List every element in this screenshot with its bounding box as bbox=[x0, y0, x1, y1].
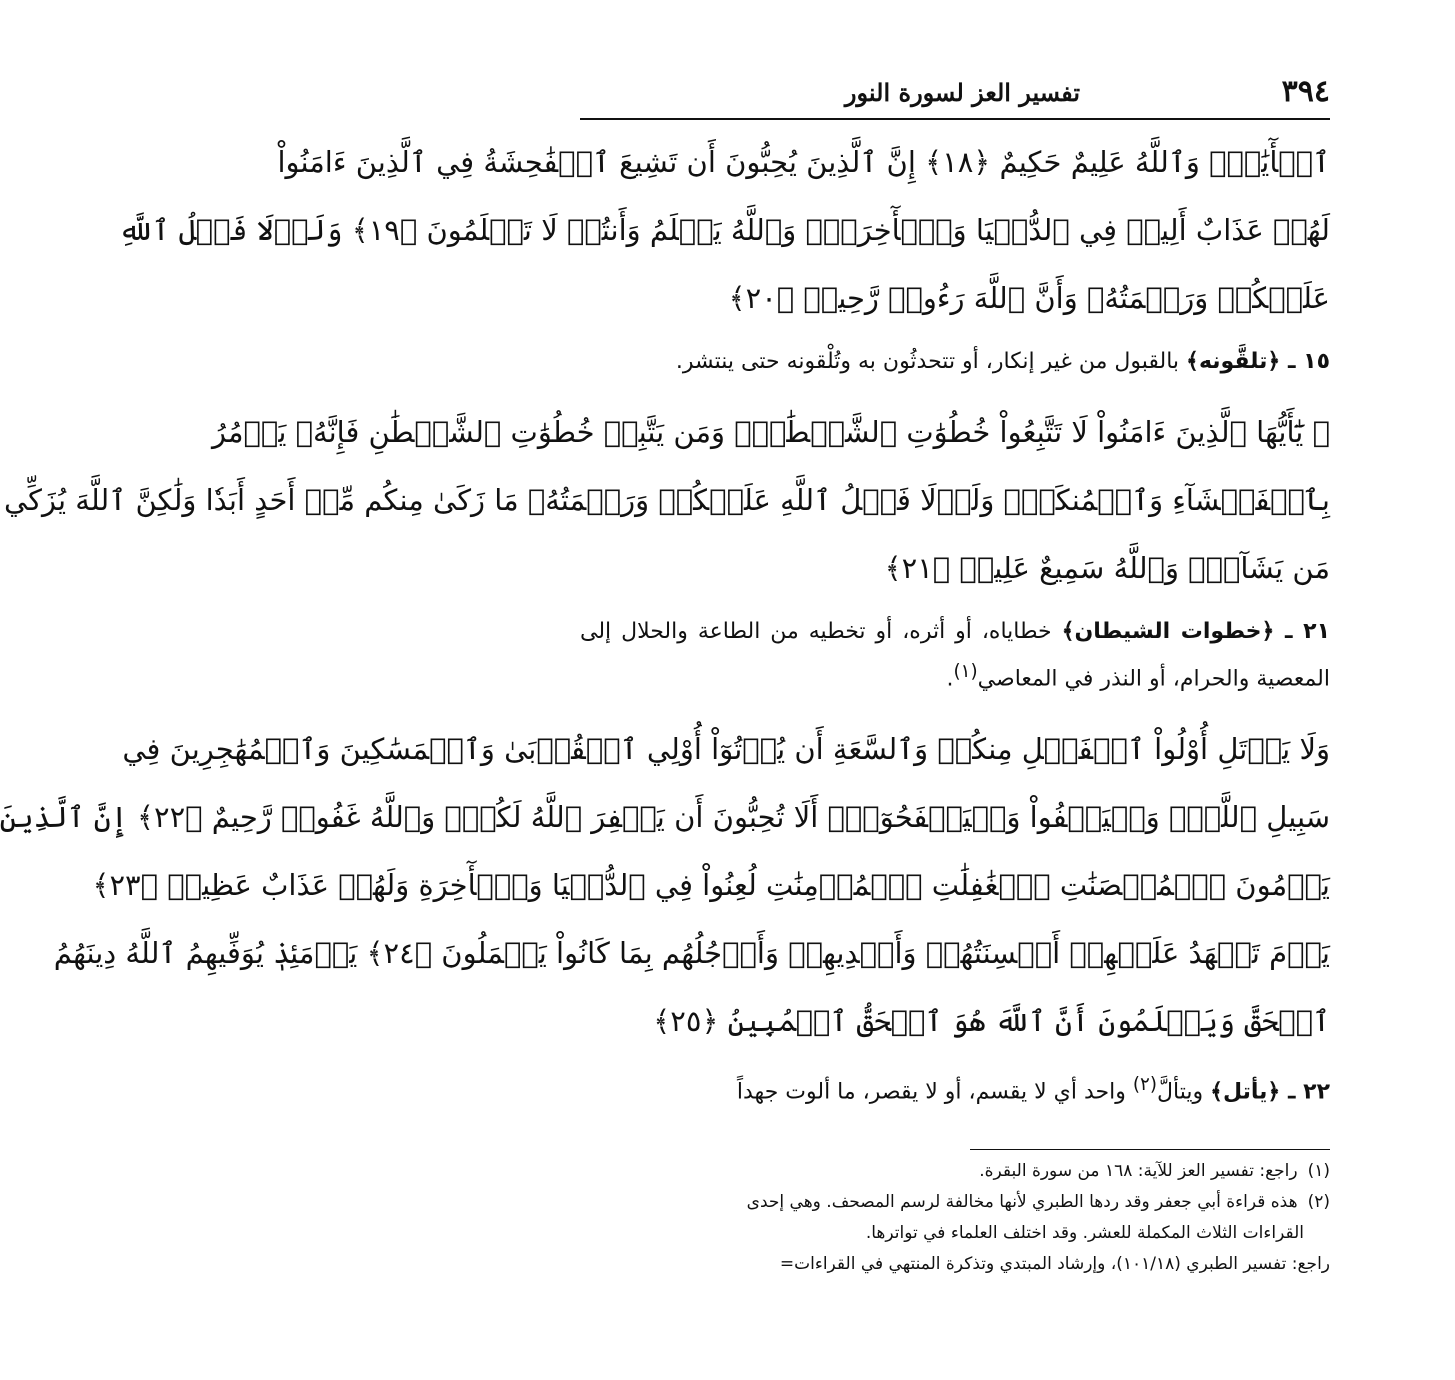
verse-line: مَن يَشَآءُۗ وَٱللَّهُ سَمِيعٌ عَلِيمٞ ﴿٢١﴾ bbox=[884, 551, 1330, 585]
verse-line: يَوۡمَ تَشۡهَدُ عَلَيۡهِمۡ أَلۡسِنَتُهُمۡ وَأَيۡدِيهِمۡ وَأَرۡجُلُهُم بِمَا كَانُواْ يَعۡمَلُونَ ﴿٢٤﴾ يَوۡمَئِذٖ يُوَفِّيهِمُ ٱللَّهُ دِينَهُمُ bbox=[53, 936, 1330, 971]
commentary-end: . bbox=[946, 666, 954, 692]
verse-line: عَلَيۡكُمۡ وَرَحۡمَتُهُۥ وَأَنَّ ٱللَّهَ رَءُوفٞ رَّحِيمٞ ﴿٢٠﴾ bbox=[728, 281, 1330, 315]
commentary-lead: ٢٢ ـ ﴿يأتل﴾ bbox=[1210, 1079, 1330, 1105]
quran-verse-21 bbox=[4, 398, 1330, 602]
footnotes bbox=[580, 1156, 1330, 1280]
commentary-text: واحد أي لا يقسم، أو لا يقصر، ما ألوت جهداً bbox=[736, 1079, 1126, 1105]
commentary-15 bbox=[580, 342, 1330, 382]
footnote-number: (٢) bbox=[1307, 1191, 1330, 1212]
footnote-ref[interactable]: (٢) bbox=[1132, 1074, 1158, 1096]
running-title: تفسير العز لسورة النور bbox=[844, 78, 1080, 107]
commentary-lead: ١٥ ـ ﴿تلقَّونه﴾ bbox=[1186, 349, 1330, 374]
commentary-lead: ٢١ ـ ﴿خطوات الشيطان﴾ bbox=[1061, 619, 1330, 644]
verse-line: ٱلۡحَقَّ وَيَعۡلَمُونَ أَنَّ ٱللَّهَ هُوَ ٱلۡحَقُّ ٱلۡمُبِينُ ﴿٢٥﴾ bbox=[653, 1004, 1330, 1039]
verse-line: وَلَا يَأۡتَلِ أُوْلُواْ ٱلۡفَضۡلِ مِنكُمۡ وَٱلسَّعَةِ أَن يُؤۡتُوٓاْ أُوْلِي ٱلۡقُرۡبَىٰ وَٱلۡمَسَٰكِينَ وَٱلۡمُهَٰجِرِينَ فِي bbox=[122, 732, 1330, 767]
footnote-2-cont: القراءات الثلاث المكملة للعشر. وقد اختلف العلماء في تواترها. bbox=[865, 1222, 1304, 1243]
footnote-ref[interactable]: (١) bbox=[953, 661, 978, 682]
footnotes-divider bbox=[970, 1149, 1330, 1150]
footnote-continuation: راجع: تفسير الطبري (١٠١/١٨)، وإرشاد المبتدي وتذكرة المنتهي في القراءات= bbox=[779, 1253, 1330, 1274]
verse-line: ۞ يَٰٓأَيُّهَا ٱلَّذِينَ ءَامَنُواْ لَا تَتَّبِعُواْ خُطُوَٰتِ ٱلشَّيۡطَٰنِۚ وَمَن يَتَّبِعۡ خُطُوَٰتِ ٱلشَّيۡطَٰنِ فَإِنَّهُۥ يَأۡمُرُ bbox=[211, 415, 1330, 449]
quran-verses-22-25 bbox=[0, 715, 1330, 1055]
book-page bbox=[0, 70, 1330, 1310]
verse-line: سَبِيلِ ٱللَّهِۖ وَلۡيَعۡفُواْ وَلۡيَصۡفَحُوٓاْۗ أَلَا تُحِبُّونَ أَن يَغۡفِرَ ٱللَّهُ لَكُمۡۚ وَٱللَّهُ غَفُورٞ رَّحِيمٌ ﴿٢٢﴾ إِنَّ ٱلَّذِينَ bbox=[0, 800, 1330, 835]
verse-line: ٱلۡأٓيَٰتِۚ وَٱللَّهُ عَلِيمٌ حَكِيمٌ ﴿١٨﴾ إِنَّ ٱلَّذِينَ يُحِبُّونَ أَن تَشِيعَ ٱلۡفَٰحِشَةُ فِي ٱلَّذِينَ ءَامَنُواْ bbox=[277, 145, 1330, 179]
page-number: ٣٩٤ bbox=[1281, 74, 1330, 109]
footnote-2 bbox=[580, 1187, 1330, 1218]
footnote-1 bbox=[580, 1156, 1330, 1187]
verse-line: يَرۡمُونَ ٱلۡمُحۡصَنَٰتِ ٱلۡغَٰفِلَٰتِ ٱلۡمُؤۡمِنَٰتِ لُعِنُواْ فِي ٱلدُّنۡيَا وَٱلۡأٓخِرَةِ وَلَهُمۡ عَذَابٌ عَظِيمٞ ﴿٢٣﴾ bbox=[92, 868, 1330, 903]
commentary-22 bbox=[580, 1065, 1330, 1112]
commentary-text: بالقبول من غير إنكار، أو تتحدثُون به وتُلْقونه حتى ينتشر. bbox=[675, 349, 1180, 374]
commentary-text: ويتألَّ bbox=[1157, 1079, 1204, 1105]
commentary-text: خطاياه، أو أثره، أو تخطيه من الطاعة والحلال إلى المعصية والحرام، أو النذر في المعاصي bbox=[580, 619, 1330, 692]
footnote-text: راجع: تفسير العز للآية: ١٦٨ من سورة البقرة. bbox=[979, 1160, 1298, 1181]
verse-line: لَهُمۡ عَذَابٌ أَلِيمٞ فِي ٱلدُّنۡيَا وَٱلۡأٓخِرَةِۚ وَٱللَّهُ يَعۡلَمُ وَأَنتُمۡ لَا تَعۡلَمُونَ ﴿١٩﴾ وَلَوۡلَا فَضۡلُ ٱللَّهِ bbox=[118, 213, 1330, 247]
quran-verses-18-20 bbox=[118, 128, 1330, 332]
page-header bbox=[580, 70, 1330, 120]
footnote-number: (١) bbox=[1307, 1160, 1330, 1181]
footnote-text: هذه قراءة أبي جعفر وقد ردها الطبري لأنها مخالفة لرسم المصحف. وهي إحدى bbox=[746, 1191, 1298, 1212]
commentary-21 bbox=[580, 612, 1330, 699]
verse-line: بِٱلۡفَحۡشَآءِ وَٱلۡمُنكَرِۚ وَلَوۡلَا فَضۡلُ ٱللَّهِ عَلَيۡكُمۡ وَرَحۡمَتُهُۥ مَا زَكَىٰ مِنكُم مِّنۡ أَحَدٍ أَبَدٗا وَلَٰكِنَّ ٱللَّهَ يُزَكِّي bbox=[4, 483, 1330, 517]
